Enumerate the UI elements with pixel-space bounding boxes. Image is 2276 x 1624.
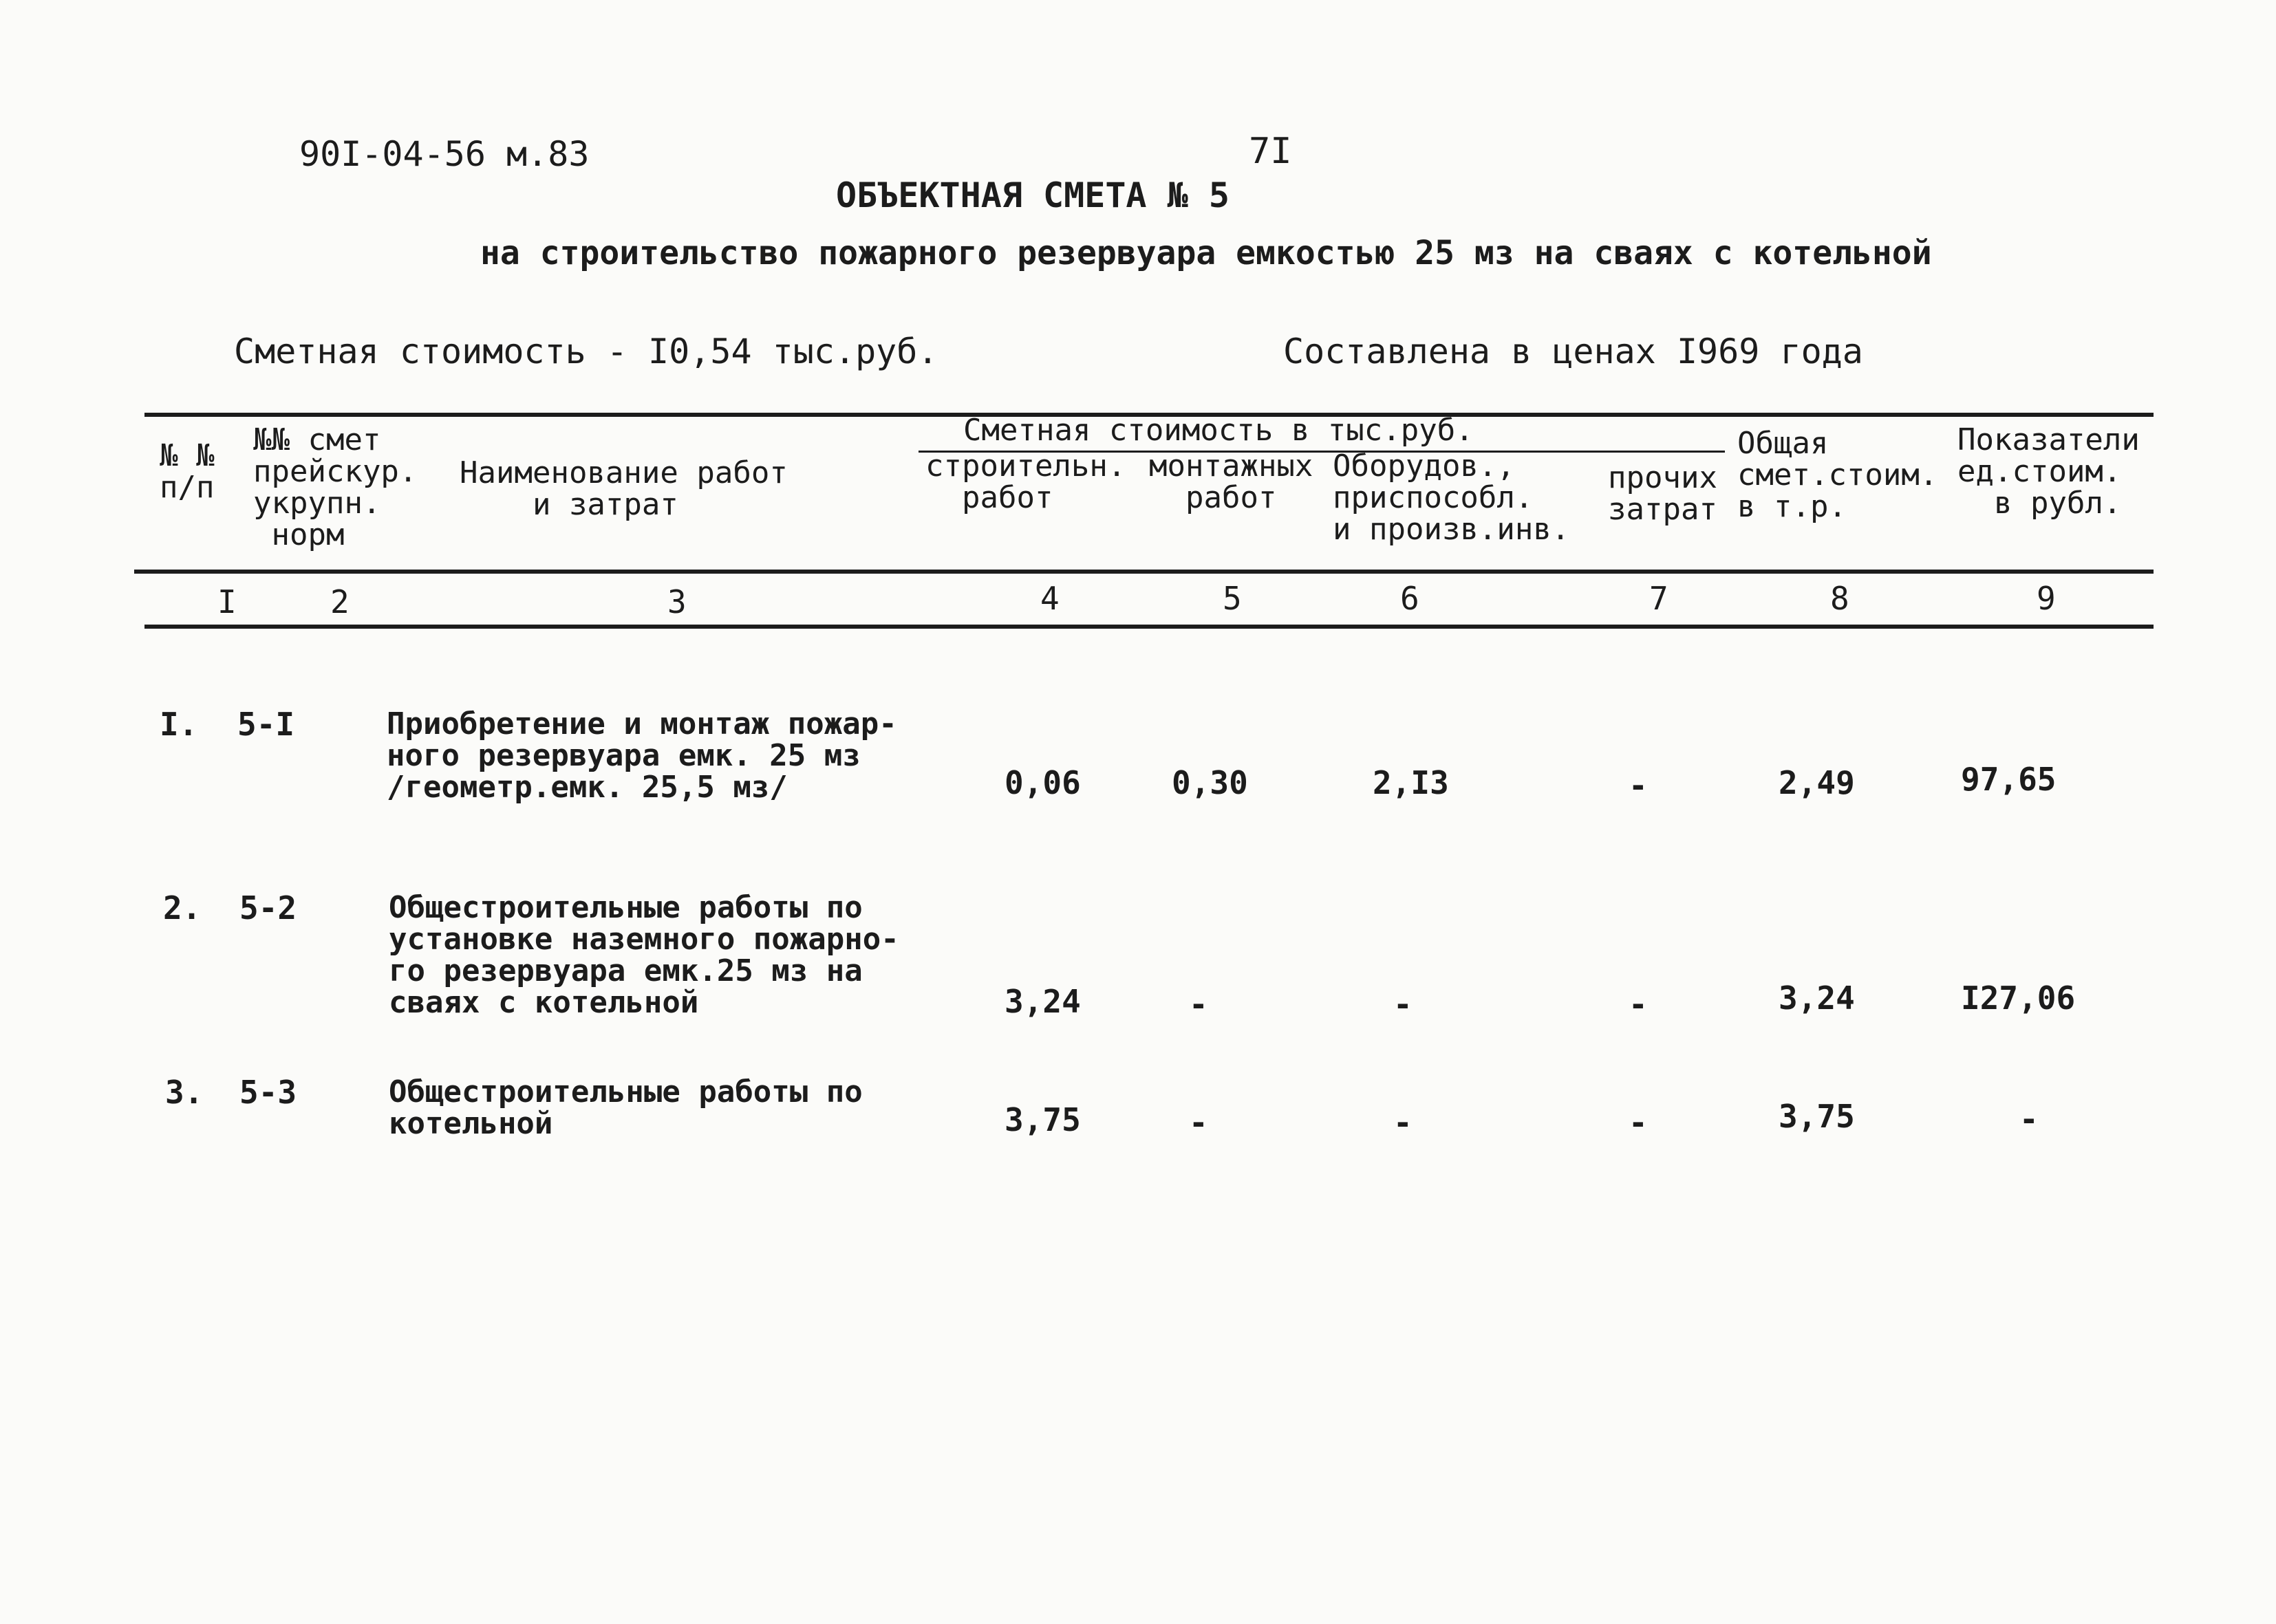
column-numbers-rule [144,625,2154,629]
row-number: 2. [163,889,202,927]
header-construction: строительн. работ [925,448,1126,515]
column-number: 3 [667,583,687,620]
header-total-cost: Общая смет.стоим. в т.р. [1737,426,1938,524]
row-installation-cost: - [1189,1104,1208,1141]
row-installation-cost: - [1189,986,1208,1023]
column-number: 6 [1400,580,1419,617]
row-other-cost: - [1629,986,1648,1023]
row-number: I. [160,706,198,743]
header-work-name: Наименование работ и затрат [460,455,788,522]
column-number: 4 [1040,580,1060,617]
row-unit-cost: - [2019,1101,2039,1138]
column-number: 5 [1223,580,1242,617]
header-equipment: Оборудов., приспособл. и произв.инв. [1333,448,1570,547]
header-installation: монтажных работ [1149,448,1313,515]
row-code: 5-I [237,706,295,743]
row-other-cost: - [1629,1104,1648,1141]
row-construction-cost: 3,75 [1005,1101,1081,1138]
row-code: 5-3 [239,1074,297,1111]
document-code: 90I-04-56 м.83 [299,134,590,174]
header-row-number: № № п/п [160,438,215,505]
column-number: 7 [1649,580,1668,617]
row-unit-cost: I27,06 [1961,979,2076,1017]
row-work-name: Общестроительные работы по котельной [389,1074,863,1141]
page-number: 7I [1249,131,1292,172]
row-code: 5-2 [239,889,297,927]
header-other-costs: прочих затрат [1608,460,1717,527]
row-equipment-cost: - [1393,1104,1413,1141]
prices-note: Составлена в ценах I969 года [1283,332,1863,371]
row-work-name: Общестроительные работы по установке наземного пожарно- го резервуара емк.25 мз на сваях с котельной [389,890,899,1020]
row-total-cost: 2,49 [1779,764,1855,801]
row-equipment-cost: - [1393,986,1413,1023]
header-unit-cost: Показатели ед.стоим. в рубл. [1957,422,2140,521]
row-installation-cost: 0,30 [1172,764,1248,801]
row-work-name: Приобретение и монтаж пожар- ного резервуара емк. 25 мз /геометр.емк. 25,5 мз/ [387,706,897,805]
row-unit-cost: 97,65 [1961,761,2057,798]
row-construction-cost: 0,06 [1005,764,1081,801]
document-subtitle: на строительство пожарного резервуара емкостью 25 мз на сваях с котельной [480,234,1932,272]
column-number: 9 [2037,580,2056,617]
row-construction-cost: 3,24 [1005,983,1081,1020]
column-number: 2 [330,583,350,620]
row-total-cost: 3,24 [1779,979,1855,1017]
row-other-cost: - [1629,767,1648,804]
row-number: 3. [165,1074,204,1111]
row-equipment-cost: 2,I3 [1373,764,1449,801]
estimated-cost: Сметная стоимость - I0,54 тыс.руб. [234,332,938,371]
header-estimate-codes: №№ смет прейскур. укрупн. норм [253,422,418,552]
column-number: I [217,583,237,620]
column-number: 8 [1830,580,1849,617]
header-bottom-rule [134,570,2154,574]
row-total-cost: 3,75 [1779,1098,1855,1135]
document-title: ОБЪЕКТНАЯ СМЕТА № 5 [836,175,1230,215]
header-cost-group: Сметная стоимость в тыс.руб. [963,413,1474,448]
